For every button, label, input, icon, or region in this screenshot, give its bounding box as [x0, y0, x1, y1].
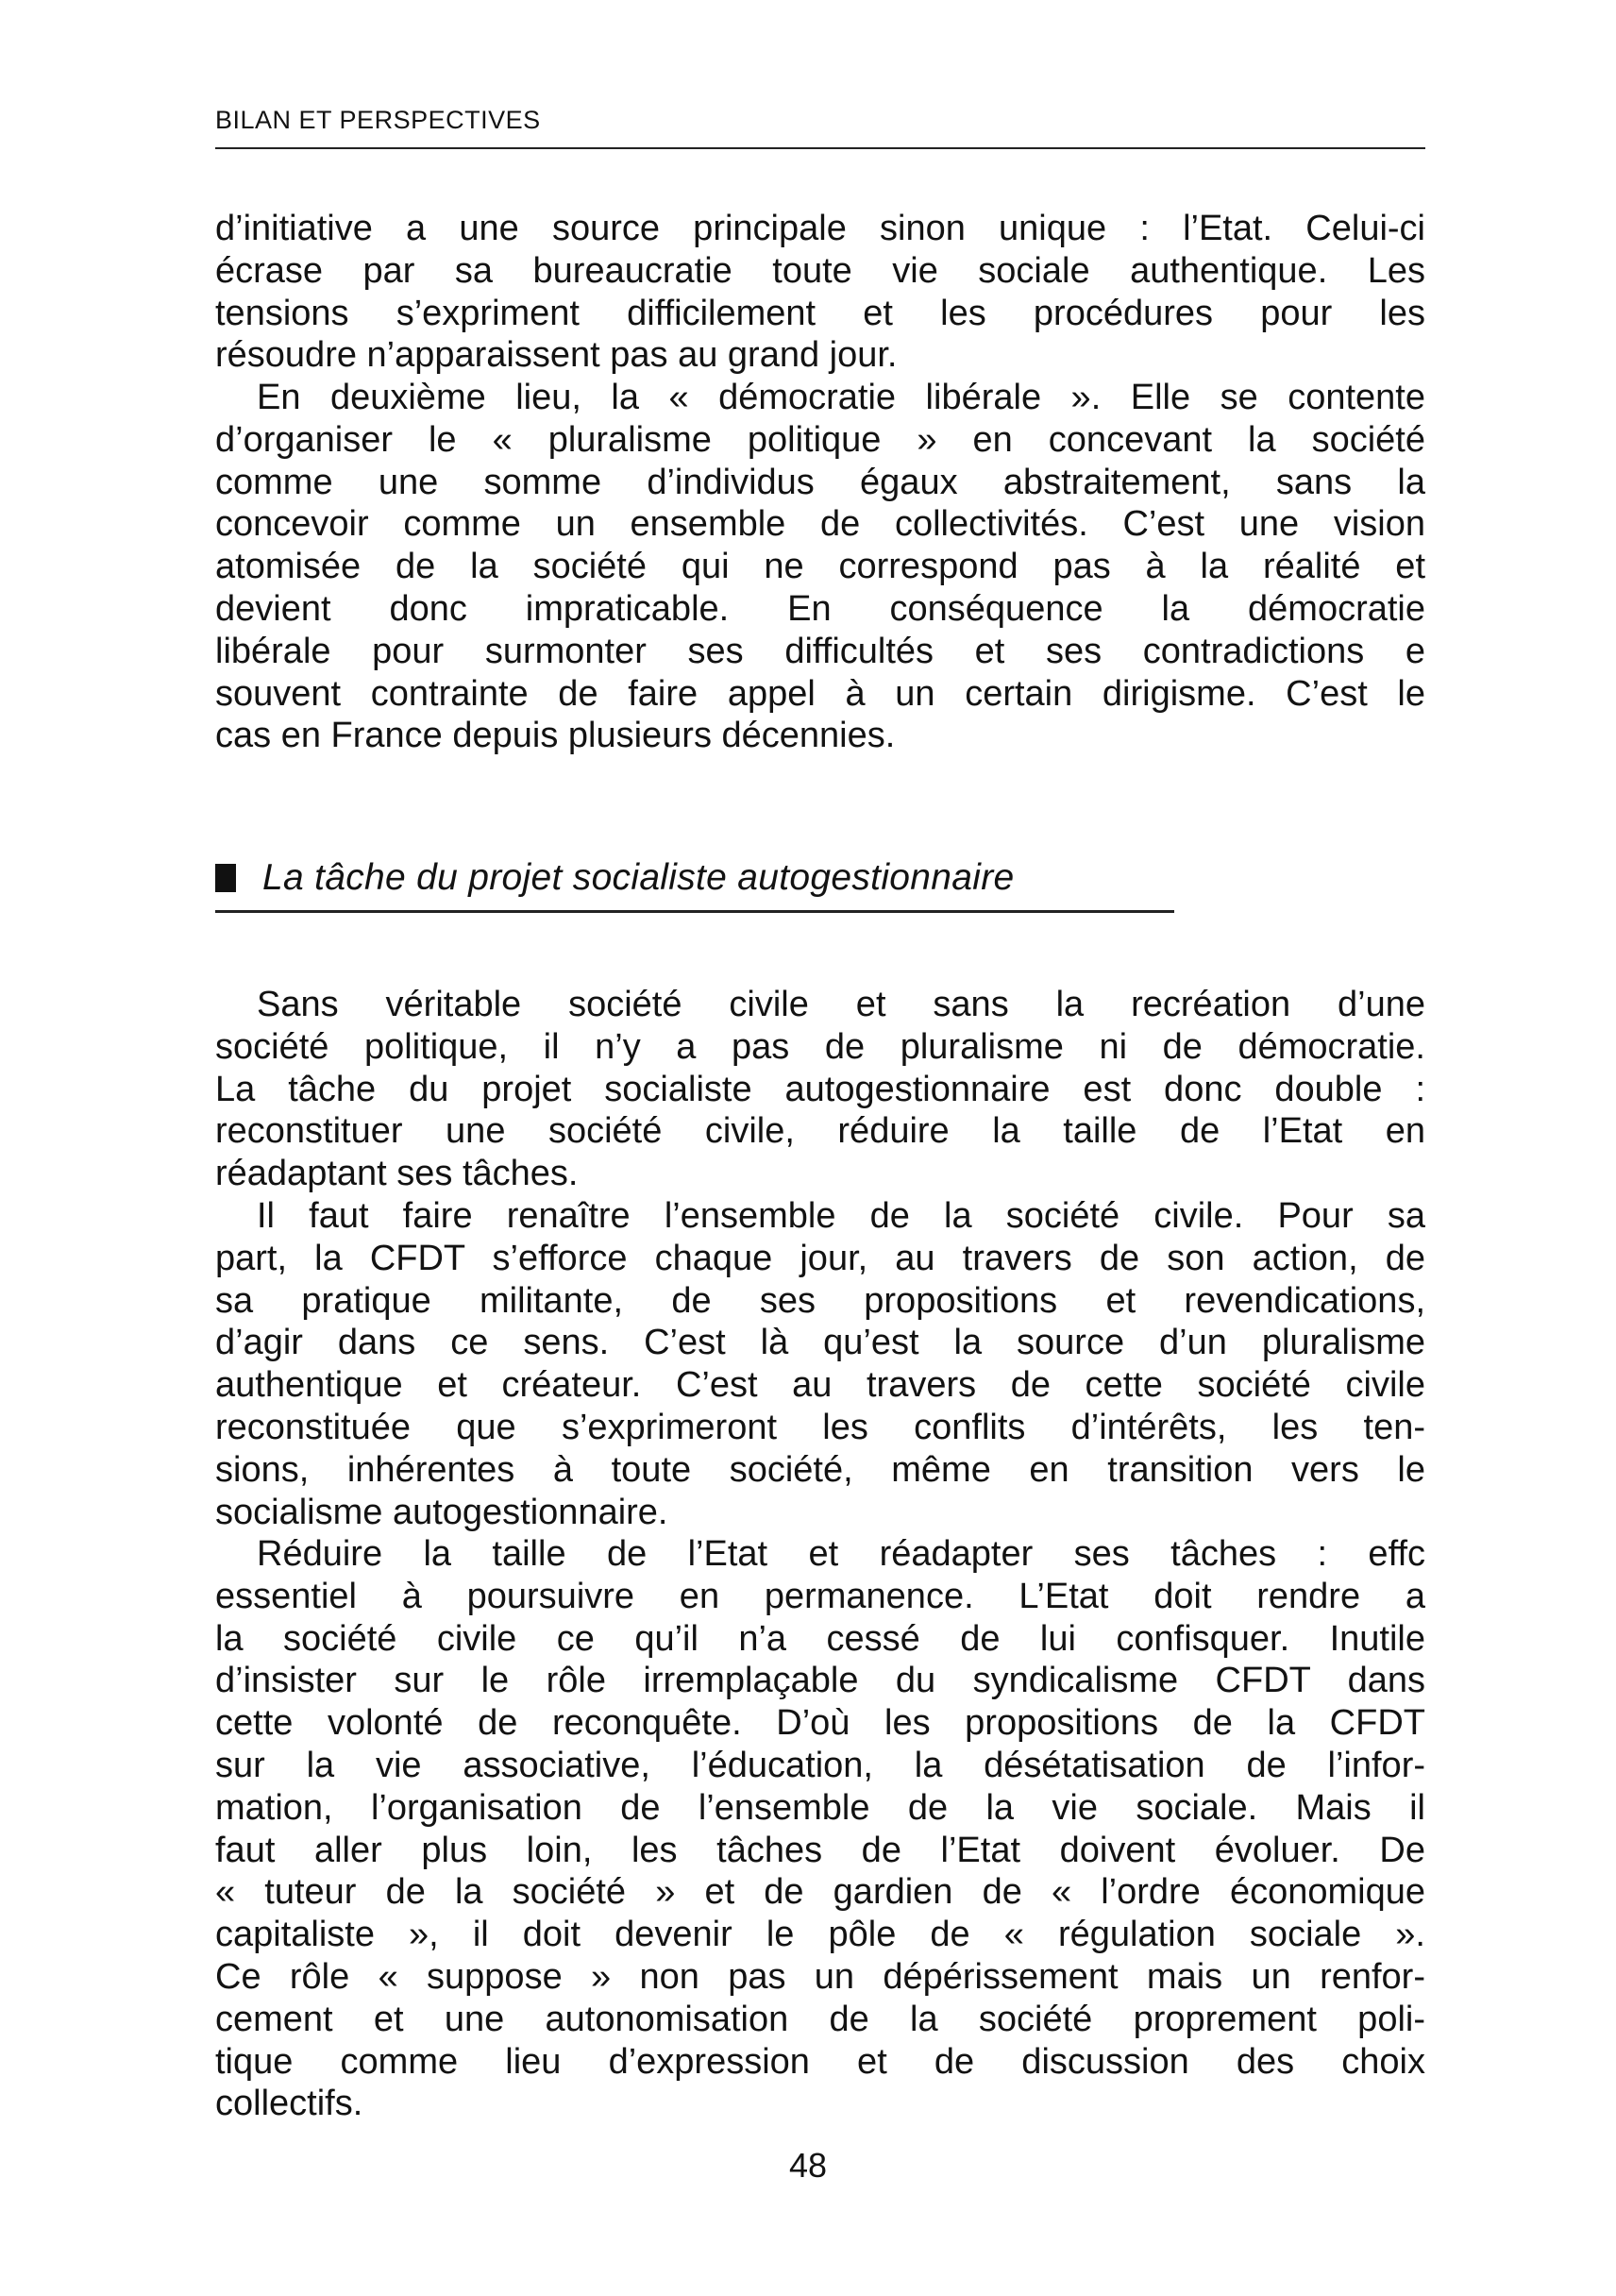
text-line: société politique, il n’y a pas de pluralisme ni de démocratie.	[215, 1026, 1425, 1067]
text-line: essentiel à poursuivre en permanence. L’Etat doit rendre a	[215, 1576, 1425, 1616]
text-line: En deuxième lieu, la « démocratie libérale ». Elle se contente	[257, 378, 1425, 417]
text-line: concevoir comme un ensemble de collectivités. C’est une vision	[215, 504, 1425, 545]
text-line: Ce rôle « suppose » non pas un dépérissement mais un renfor-	[215, 1956, 1425, 1997]
square-bullet-icon	[215, 864, 236, 892]
text-line: reconstituer une société civile, réduire la taille de l’Etat en	[215, 1111, 1425, 1152]
text-line: d’insister sur le rôle irremplaçable du syndicalisme CFDT dans	[215, 1661, 1425, 1701]
text-line: Sans véritable société civile et sans la recréation d’une	[257, 985, 1425, 1024]
text-line: « tuteur de la société » et de gardien de « l’ordre économique	[215, 1872, 1425, 1913]
text-line: faut aller plus loin, les tâches de l’Etat doivent évoluer. De	[215, 1830, 1425, 1870]
paragraph-5	[215, 1533, 1425, 2125]
text-line: sa pratique militante, de ses propositions et revendications,	[215, 1280, 1425, 1321]
section-heading	[215, 855, 1015, 901]
text-line: d’agir dans ce sens. C’est là qu’est la source d’un pluralisme	[215, 1323, 1425, 1363]
running-header: BILAN ET PERSPECTIVES	[215, 106, 541, 134]
text-line: sur la vie associative, l’éducation, la désétatisation de l’infor-	[215, 1745, 1425, 1785]
text-line: La tâche du projet socialiste autogestionnaire est donc double :	[215, 1069, 1425, 1109]
text-line: socialisme autogestionnaire.	[215, 1492, 668, 1532]
text-line: d’organiser le « pluralisme politique » en concevant la société	[215, 419, 1425, 460]
paragraph-2	[215, 377, 1425, 757]
text-line: écrase par sa bureaucratie toute vie sociale authentique. Les	[215, 250, 1425, 291]
text-line: part, la CFDT s’efforce chaque jour, au travers de son action, de	[215, 1238, 1425, 1278]
header-rule	[215, 147, 1425, 149]
text-line: collectifs.	[215, 2084, 363, 2124]
text-line: libérale pour surmonter ses difficultés et ses contradictions e	[215, 631, 1425, 671]
text-line: Il faut faire renaître l’ensemble de la société civile. Pour sa	[257, 1196, 1425, 1236]
text-line: la société civile ce qu’il n’a cessé de lui confisquer. Inutile	[215, 1618, 1425, 1659]
text-line: mation, l’organisation de l’ensemble de la vie sociale. Mais il	[215, 1787, 1425, 1828]
text-line: tensions s’expriment difficilement et les procédures pour les	[215, 293, 1425, 333]
text-line: comme une somme d’individus égaux abstraitement, sans la	[215, 462, 1425, 502]
heading-underline	[215, 910, 1174, 913]
text-line: résoudre n’apparaissent pas au grand jour.	[215, 335, 898, 376]
text-line: réadaptant ses tâches.	[215, 1154, 579, 1194]
page-number: 48	[788, 2146, 828, 2185]
text-line: d’initiative a une source principale sinon unique : l’Etat. Celui-ci	[215, 209, 1425, 248]
paragraph-4	[215, 1195, 1425, 1533]
text-line: Réduire la taille de l’Etat et réadapter ses tâches : effc	[257, 1534, 1425, 1574]
text-line: authentique et créateur. C’est au travers de cette société civile	[215, 1365, 1425, 1406]
text-line: cement et une autonomisation de la société proprement poli-	[215, 1999, 1425, 2039]
text-line: reconstituée que s’exprimeront les conflits d’intérêts, les ten-	[215, 1407, 1425, 1447]
text-line: tique comme lieu d’expression et de discussion des choix	[215, 2041, 1425, 2082]
paragraph-1	[215, 208, 1425, 377]
text-line: souvent contrainte de faire appel à un certain dirigisme. C’est le	[215, 673, 1425, 714]
section-heading-text: La tâche du projet socialiste autogestionnaire	[262, 857, 1015, 898]
text-line: cette volonté de reconquête. D’où les propositions de la CFDT	[215, 1703, 1425, 1744]
text-line: devient donc impraticable. En conséquence la démocratie	[215, 588, 1425, 629]
paragraph-3	[215, 984, 1425, 1195]
text-line: cas en France depuis plusieurs décennies.	[215, 716, 896, 756]
text-line: sions, inhérentes à toute société, même en transition vers le	[215, 1449, 1425, 1490]
text-line: capitaliste », il doit devenir le pôle de « régulation sociale ».	[215, 1915, 1425, 1955]
text-line: atomisée de la société qui ne correspond pas à la réalité et	[215, 547, 1425, 587]
